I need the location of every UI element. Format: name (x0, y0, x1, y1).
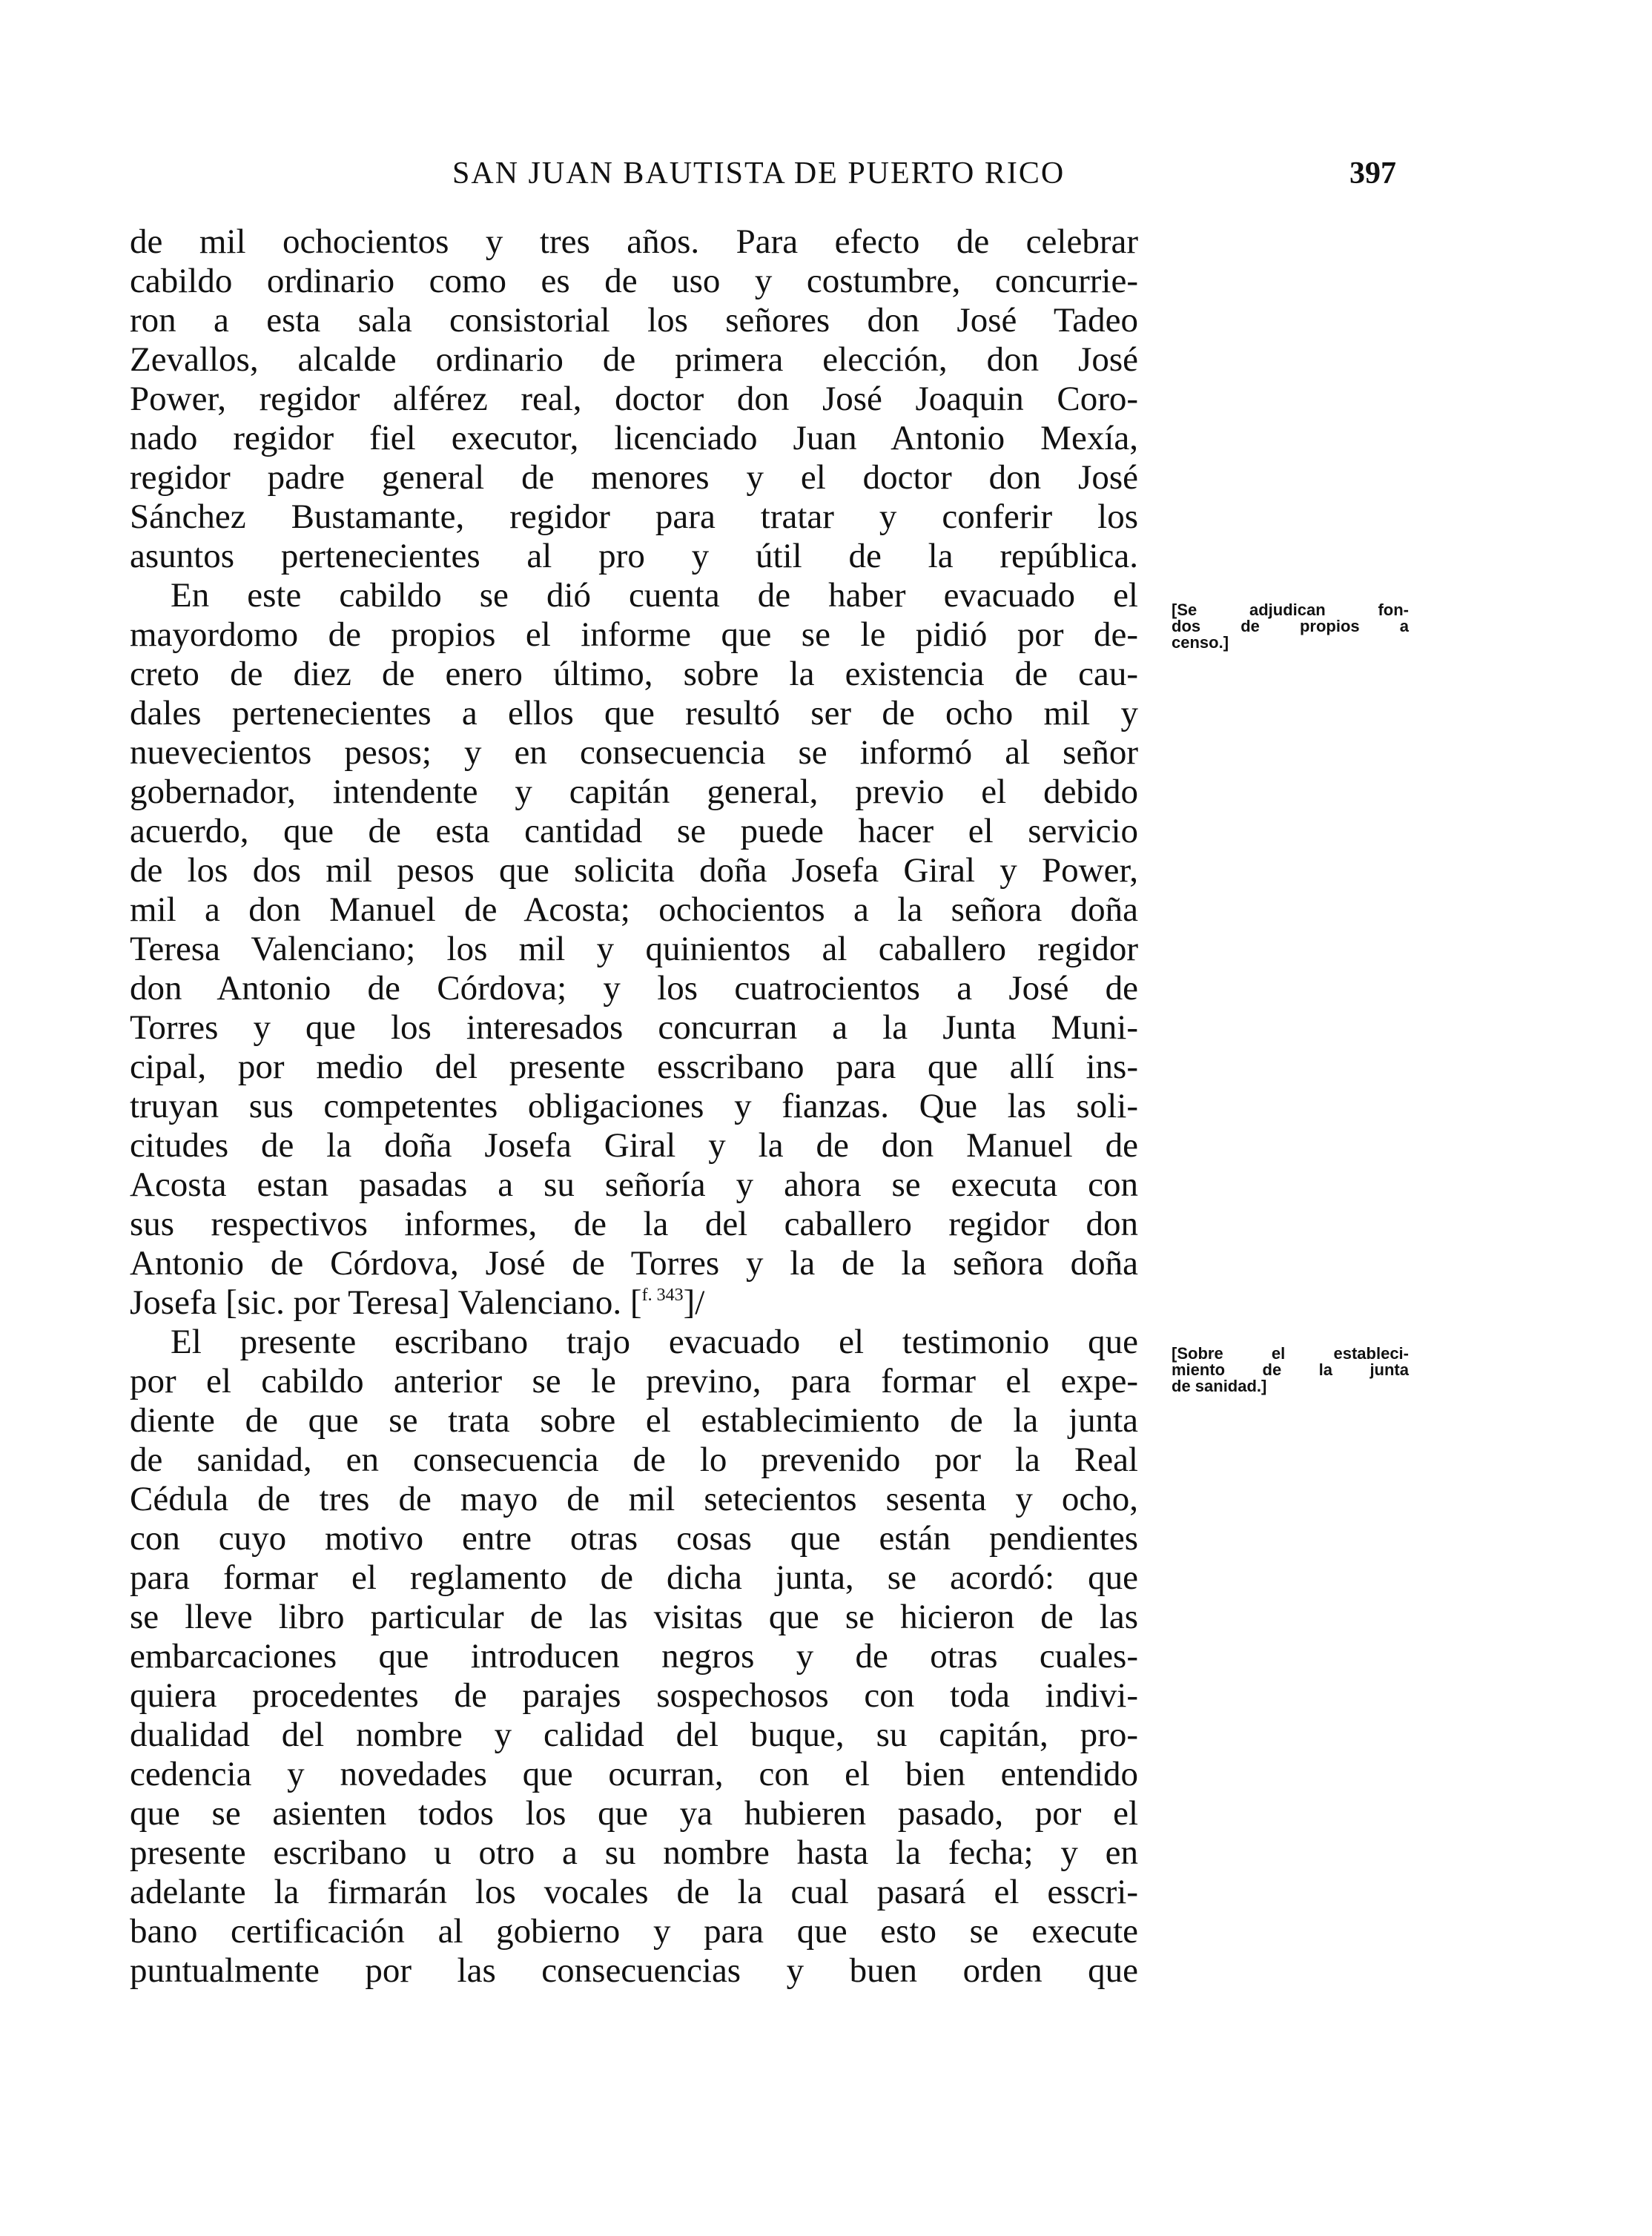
text-line: de mil ochocientos y tres años. Para efecto de celebrar (130, 222, 1138, 261)
text-line: para formar el reglamento de dicha junta, se acordó: que (130, 1558, 1138, 1597)
text-line: Power, regidor alférez real, doctor don José Joaquin Coro- (130, 380, 1138, 418)
text-line: don Antonio de Córdova; y los cuatrocientos a José de (130, 969, 1138, 1008)
text-line: se lleve libro particular de las visitas que se hicieron de las (130, 1598, 1138, 1636)
text-line: cipal, por medio del presente esscribano para que allí ins- (130, 1048, 1138, 1086)
text-line: embarcaciones que introducen negros y de otras cuales- (130, 1637, 1138, 1676)
folio-closing: ]/ (683, 1283, 705, 1322)
text-line: que se asienten todos los que ya hubieren pasado, por el (130, 1794, 1138, 1833)
text-line: sus respectivos informes, de la del caballero regidor don (130, 1205, 1138, 1243)
text-line: citudes de la doña Josefa Giral y la de don Manuel de (130, 1126, 1138, 1165)
marginal-note-1 (1172, 602, 1409, 651)
text-line: Acosta estan pasadas a su señoría y ahora se executa con (130, 1165, 1138, 1204)
note-line: dos de propios a (1172, 617, 1409, 635)
text-line: Torres y que los interesados concurran a la Junta Muni- (130, 1008, 1138, 1047)
note-line: [Sobre el estableci- (1172, 1344, 1409, 1363)
text-line: dualidad del nombre y calidad del buque, su capitán, pro- (130, 1716, 1138, 1754)
text-line: mil a don Manuel de Acosta; ochocientos a la señora doña (130, 890, 1138, 929)
text-line: Sánchez Bustamante, regidor para tratar y conferir los (130, 497, 1138, 536)
marginal-note-2 (1172, 1346, 1409, 1395)
folio-marker (642, 1286, 684, 1305)
text-line: puntualmente por las consecuencias y buen orden que (130, 1951, 1138, 1990)
text-line: ron a esta sala consistorial los señores don José Tadeo (130, 301, 1138, 340)
text-line: cabildo ordinario como es de uso y costumbre, concurrie- (130, 262, 1138, 300)
text-line-folio (130, 1283, 1138, 1323)
body-text (130, 222, 1138, 1991)
note-line: [Se adjudican fon- (1172, 601, 1409, 619)
text-line: Teresa Valenciano; los mil y quinientos al caballero regidor (130, 930, 1138, 968)
note-line: de sanidad.] (1172, 1377, 1267, 1395)
text-line: acuerdo, que de esta cantidad se puede hacer el servicio (130, 812, 1138, 850)
text-line: con cuyo motivo entre otras cosas que están pendientes (130, 1519, 1138, 1558)
text-line: creto de diez de enero último, sobre la existencia de cau- (130, 655, 1138, 693)
paragraph-1 (130, 222, 1138, 576)
text-line: por el cabildo anterior se le previno, para formar el expe- (130, 1362, 1138, 1400)
text-line: Antonio de Córdova, José de Torres y la de la señora doña (130, 1244, 1138, 1283)
text-line: de los dos mil pesos que solicita doña Josefa Giral y Power, (130, 851, 1138, 890)
text-line: dales pertenecientes a ellos que resultó ser de ocho mil y (130, 694, 1138, 732)
text-fragment: Josefa [sic. por Teresa] Valenciano. [ (130, 1283, 642, 1322)
folio-prefix: f. (641, 1286, 652, 1305)
text-line: diente de que se trata sobre el establecimiento de la junta (130, 1401, 1138, 1440)
text-line: truyan sus competentes obligaciones y fianzas. Que las soli- (130, 1087, 1138, 1125)
text-line: En este cabildo se dió cuenta de haber evacuado el (171, 576, 1138, 615)
text-line: nuevecientos pesos; y en consecuencia se informó al señor (130, 733, 1138, 772)
text-line: Zevallos, alcalde ordinario de primera elección, don José (130, 340, 1138, 379)
text-line: presente escribano u otro a su nombre hasta la fecha; y en (130, 1833, 1138, 1872)
text-line: asuntos pertenecientes al pro y útil de la república. (130, 537, 1138, 575)
text-line: El presente escribano trajo evacuado el testimonio que (171, 1323, 1138, 1361)
paragraph-3 (130, 1323, 1138, 1991)
text-line: regidor padre general de menores y el doctor don José (130, 458, 1138, 497)
text-line: de sanidad, en consecuencia de lo prevenido por la Real (130, 1440, 1138, 1479)
text-line: mayordomo de propios el informe que se le pidió por de- (130, 615, 1138, 654)
text-line: nado regidor fiel executor, licenciado Juan Antonio Mexía, (130, 419, 1138, 457)
note-line: miento de la junta (1172, 1360, 1409, 1379)
text-line: adelante la firmarán los vocales de la cual pasará el esscri- (130, 1873, 1138, 1911)
text-line: bano certificación al gobierno y para que esto se execute (130, 1912, 1138, 1951)
text-line: Cédula de tres de mayo de mil setecientos sesenta y ocho, (130, 1480, 1138, 1518)
folio-number: 343 (656, 1286, 684, 1305)
text-line: cedencia y novedades que ocurran, con el bien entendido (130, 1755, 1138, 1793)
page-number: 397 (1349, 156, 1396, 191)
text-line: gobernador, intendente y capitán general, previo el debido (130, 773, 1138, 811)
note-line: censo.] (1172, 633, 1229, 652)
paragraph-2 (130, 576, 1138, 1323)
running-title: SAN JUAN BAUTISTA DE PUERTO RICO (452, 156, 1065, 191)
text-line: quiera procedentes de parajes sospechosos con toda indivi- (130, 1676, 1138, 1715)
